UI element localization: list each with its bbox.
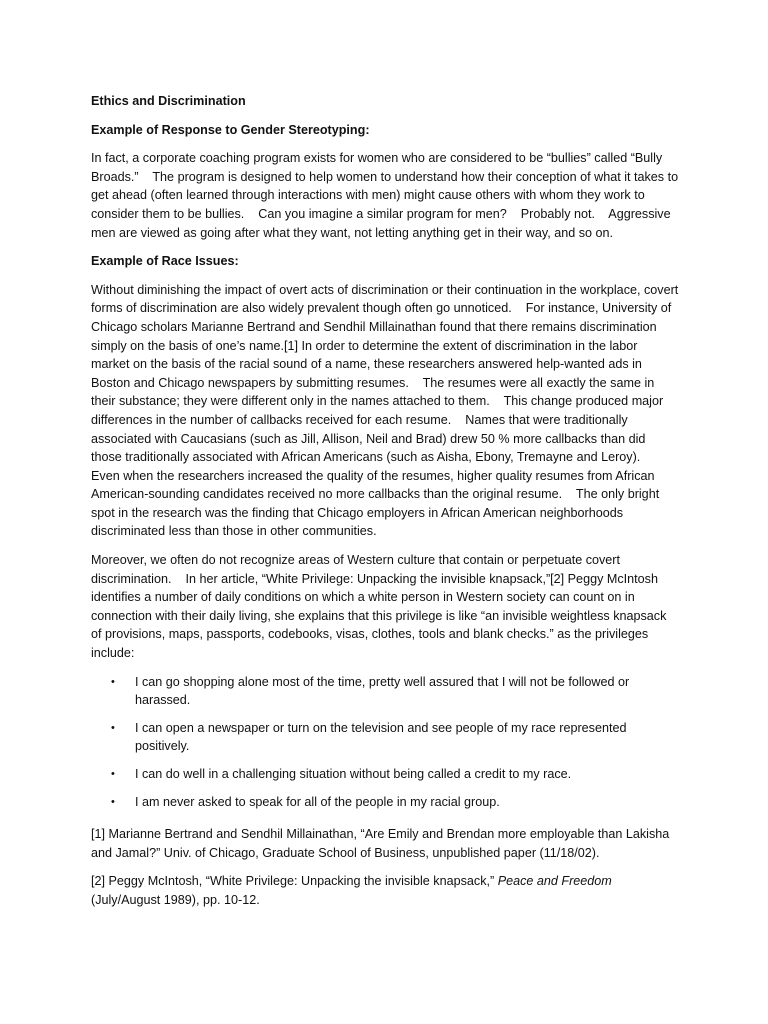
document-page [91,92,682,920]
paragraph-race-1: Without diminishing the impact of overt acts of discrimination or their continuation in the workplace, covert forms of discrimination are also widely prevalent though often go unnoticed. For instance, University of Chicago scholars Marianne Bertrand and Sendhil Millainathan found that there remains discrimination simply on the basis of one’s name.[1] In order to determine the extent of discrimination in the labor market on the basis of the racial sound of a name, these researchers answered help-wanted ads in Boston and Chicago newspapers by submitting resumes. The resumes were all exactly the same in their substance; they were different only in the names attached to them. This change produced major differences in the number of callbacks received for each resume. Names that were traditionally associated with Caucasians (such as Jill, Allison, Neil and Brad) drew 50 % more callbacks than did those traditionally associated with African Americans (such as Aisha, Ebony, Tremayne and Leroy). Even when the researchers increased the quality of the resumes, higher quality resumes from African American-sounding candidates received no more callbacks than the original resume. The only bright spot in the research was the finding that Chicago employers in African American neighborhoods discriminated less than those in other communities. [91,282,682,539]
privileges-list [91,673,679,812]
list-item [91,673,679,710]
list-item [91,765,679,784]
footnote-2-text-before: [2] Peggy McIntosh, “White Privilege: Unpacking the invisible knapsack,” [91,874,498,889]
list-item [91,719,679,756]
document-title: Ethics and Discrimination [91,94,246,108]
footnote-2-text-after: (July/August 1989), pp. 10-12. [91,892,260,907]
bullet-icon: • [111,795,115,808]
bullet-icon: • [111,768,115,780]
list-item-text: I am never asked to speak for all of the people in my racial group. [135,794,500,809]
list-item [91,793,679,812]
section-heading-gender: Example of Response to Gender Stereotyping: [91,122,370,137]
list-item-text: I can go shopping alone most of the time, pretty well assured that I will not be followed or harassed. [135,674,630,708]
bullet-icon: • [111,721,115,734]
list-item-text: I can do well in a challenging situation without being called a credit to my race. [135,767,572,781]
list-item-text: I can open a newspaper or turn on the television and see people of my race represented positively. [135,720,627,754]
footnote-2 [91,872,679,909]
paragraph-race-2: Moreover, we often do not recognize areas of Western culture that contain or perpetuate covert discrimination. In her article, “White Privilege: Unpacking the invisible knapsack,”[2] Peggy McIntosh identifies a number of daily conditions on which a white person in Western society can count on in connection with their daily living, she explains that this privilege is like “an invisible weightless knapsack of provisions, maps, passports, codebooks, visas, clothes, tools and blank checks.” as the privileges include: [91,553,670,661]
bullet-icon: • [111,675,115,688]
paragraph-gender: In fact, a corporate coaching program exists for women who are considered to be “bullies” called “Bully Broads.” The program is designed to help women to understand how their conception of what it takes to get ahead (often learned through interactions with men) might cause others with whom they work to consider them to be bullies. Can you imagine a similar program for men? Probably not. Aggressive men are viewed as going after what they want, not letting anything get in their way, and so on. [91,151,682,240]
section-heading-race: Example of Race Issues: [91,254,239,269]
footnote-2-journal: Peace and Freedom [497,874,612,889]
footnote-1: [1] Marianne Bertrand and Sendhil Millainathan, “Are Emily and Brendan more employable than Lakisha and Jamal?” Univ. of Chicago, Graduate School of Business, unpublished paper (11/18/02). [91,827,670,860]
